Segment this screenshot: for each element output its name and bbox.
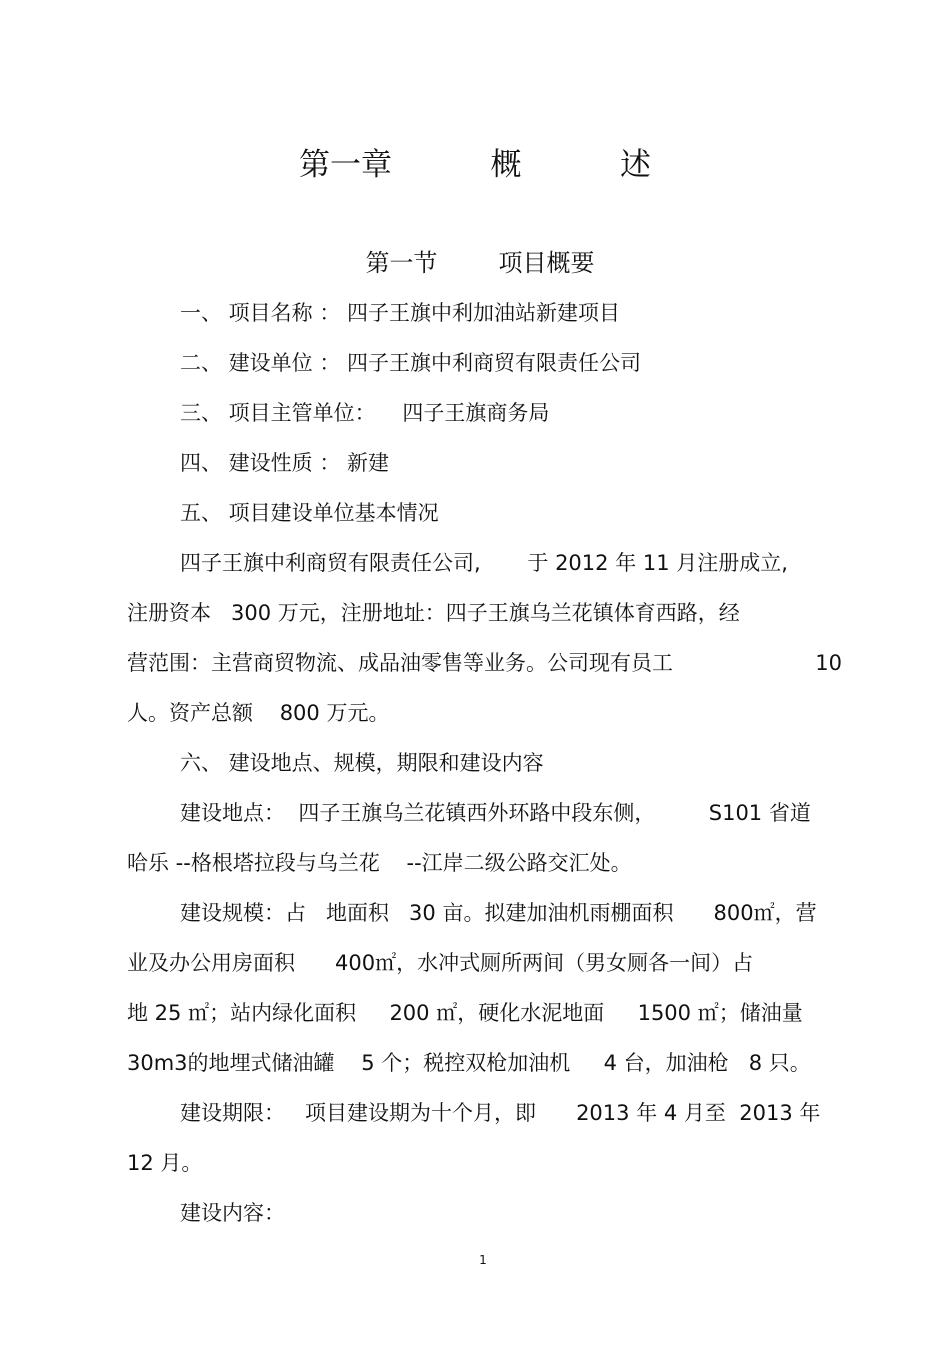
item-location-scale: 六、 建设地点、规模，期限和建设内容	[180, 751, 544, 775]
paragraph-line: 12 月。	[127, 1151, 203, 1175]
paragraph-line: 30m3的地埋式储油罐 5 个；税控双枪加油机 4 台，加油枪 8 只。	[127, 1051, 811, 1075]
paragraph-line: 建设地点： 四子王旗乌兰花镇西外环路中段东侧， S101 省道	[180, 801, 811, 825]
item-project-name: 一、 项目名称 ： 四子王旗中利加油站新建项目	[180, 301, 621, 325]
paragraph-line: 建设期限： 项目建设期为十个月，即 2013 年 4 月至 2013 年	[180, 1101, 821, 1125]
paragraph-line: 地 25 ㎡；站内绿化面积 200 ㎡，硬化水泥地面 1500 ㎡；储油量	[127, 1001, 803, 1025]
item-construction-unit: 二、 建设单位 ： 四子王旗中利商贸有限责任公司	[180, 351, 642, 375]
paragraph-line: 业及办公用房面积 400㎡，水冲式厕所两间（男女厕各一间）占	[127, 951, 754, 975]
paragraph-line: 营范围：主营商贸物流、成品油零售等业务。公司现有员工	[127, 651, 673, 675]
section-title: 第一节 项目概要	[365, 249, 595, 277]
item-unit-basic-info: 五、 项目建设单位基本情况	[180, 501, 439, 525]
paragraph-line: 人。资产总额 800 万元。	[127, 701, 390, 725]
page-number: 1	[479, 1253, 487, 1267]
paragraph-line: 四子王旗中利商贸有限责任公司, 于 2012 年 11 月注册成立,	[180, 551, 788, 575]
chapter-title: 第一章 概 述	[298, 147, 652, 183]
paragraph-line-tail: 10	[815, 651, 842, 675]
item-supervising-unit: 三、 项目主管单位： 四子王旗商务局	[180, 401, 550, 425]
paragraph-line: 建设规模：占 地面积 30 亩。拟建加油机雨棚面积 800㎡，营	[180, 901, 817, 925]
item-construction-nature: 四、 建设性质 ： 新建	[180, 451, 390, 475]
paragraph-line: 注册资本 300 万元，注册地址：四子王旗乌兰花镇体育西路，经	[127, 601, 740, 625]
paragraph-line: 建设内容：	[180, 1201, 285, 1225]
paragraph-line: 哈乐 --格根塔拉段与乌兰花 --江岸二级公路交汇处。	[127, 851, 632, 875]
